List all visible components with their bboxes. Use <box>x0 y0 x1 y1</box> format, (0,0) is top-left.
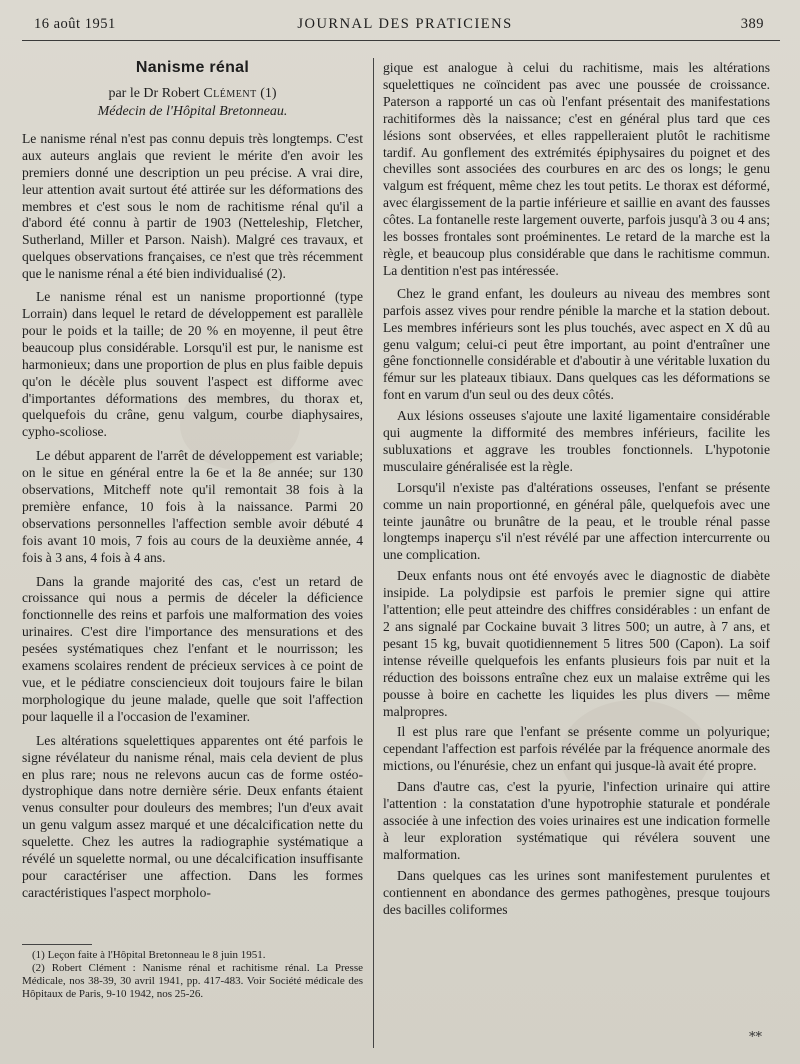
byline <box>22 85 363 103</box>
journal-name: JOURNAL DES PRATICIENS <box>297 16 513 32</box>
issue-date: 16 août 1951 <box>34 16 116 32</box>
paragraph: gique est analogue à celui du rachitisme, mais les altérations squelettiques ne coïncident pas avec une poussée de croissance. Paterson a rapporté un cas où l'enfant présentait des manifestations rachitiformes dès la naissance; c'est en général plus tard que ces lésions sont observées, et elles rappelleraient plutôt le rachitisme tardif. Au gonflement des extrémités épiphysaires du poignet et des chevilles sont associées des courbures en arc des os longs; le genu valgum est fréquent, même chez les tout petits. Le thorax est déformé, avec élargissement de la partie inférieure et saillie en avant des fausses côtes. La fontanelle reste largement ouverte, parfois jusqu'à 3 ou 4 ans; les bosses frontales sont proéminentes. Le retard de la marche est la règle, et beaucoup plus considérable que dans le rachitisme commun. La dentition n'est pas intéressée. <box>383 60 770 278</box>
paragraph: Deux enfants nous ont été envoyés avec le diagnostic de diabète insipide. La polydipsie est parfois le premier signe qui attire l'attention; elle peut atteindre des chiffres considérables : un enfant de 2 ans signalé par Cockaine buvait 3 litres 500; un autre, à 7 ans, et pesant 15 kg, buvait quotidiennement 5 litres 500 (Capon). La soif intense réveille quelquefois les enfants plusieurs fois par nuit et la réduction des boissons entraîne chez eux un malaise extrême qui les pousse à boire en cachette les liquides les plus divers — même malpropres. <box>383 568 770 719</box>
column-divider <box>373 58 374 1048</box>
footnote-rule <box>22 944 92 945</box>
author-name: Clément <box>203 85 257 101</box>
article-title: Nanisme rénal <box>135 59 250 76</box>
paragraph: Il est plus rare que l'enfant se présente comme un polyurique; cependant l'affection est parfois révélée par la fréquence anormale des mictions, ou l'énurésie, chez un enfant qui jusque-là avait été propre. <box>383 724 770 774</box>
paragraph: Chez le grand enfant, les douleurs au niveau des membres sont parfois assez vives pour rendre pénible la marche et la station debout. Les membres inférieurs sont les plus touchés, avec aspect en X dû au genu valgum; celui-ci peut être important, au point d'entraîner une gêne fonctionnelle considérable et d'aboutir à une véritable luxation du fémur sur les plateaux tibiaux. Dans quelques cas les déformations se font en varum d'un seul ou des deux côtés. <box>383 285 770 403</box>
running-header <box>34 16 776 38</box>
paragraph: Le début apparent de l'arrêt de développement est variable; on le situe en général entre la 6e et la 8e année; sur 130 observations, Mitcheff note qu'il remontait 38 fois à la première enfance, 10 fois à la naissance. Parmi 20 observations personnelles l'affection semble avoir débuté 4 fois avant 10 mois, 7 fois au cours de la deuxième année, 4 fois à 3 ans, 4 fois à 4 ans. <box>22 448 363 565</box>
footnotes <box>22 944 363 1001</box>
continuation-mark: ** <box>749 1030 762 1045</box>
paragraph: Dans la grande majorité des cas, c'est un retard de croissance qui nous a permis de déceler la déficience fonctionnelle des reins et parfois une malformation des voies urinaires. C'est dire l'importance des mensurations et des pesées systématiques chez l'enfant et le nourrisson; les examens scolaires rendent de précieux services à ce point de vue, et le pédiatre consciencieux doit toujours faire le bilan morphologique du jeune malade, quelle que soit l'affection pour laquelle il a l'occasion de l'examiner. <box>22 573 363 724</box>
byline-prefix: par le Dr Robert <box>108 85 200 101</box>
paragraph: Le nanisme rénal est un nanisme proportionné (type Lorrain) dans lequel le retard de développement est parallèle pour le poids et la taille; de 20 % en moyenne, il peut être beaucoup plus considérable. Lorsqu'il est pur, le nanisme est harmonieux; dans une proportion de plus en plus faible depuis qu'on le décèle plus souvent l'aspect est difforme avec d'importantes déformations des membres, du thorax et, quelquefois du crâne, genu valgum, courbe diaphysaires, cypho-scoliose. <box>22 289 363 440</box>
paragraph: Lorsqu'il n'existe pas d'altérations osseuses, l'enfant se présente comme un nain proportionné, en général pâle, quelquefois avec une teinte jaunâtre ou brunâtre de la peau, et le trouble rénal passe longtemps inaperçu s'il n'est révélé par une affection intercurrente ou une complication. <box>383 479 770 563</box>
right-column <box>383 60 770 922</box>
left-column <box>22 58 363 909</box>
footnote: (1) Leçon faite à l'Hôpital Bretonneau le 8 juin 1951. <box>32 949 266 961</box>
paragraph: Aux lésions osseuses s'ajoute une laxité ligamentaire considérable qui augmente la difformité des membres inférieurs, facilite les subluxations et aggrave les troubles fonctionnels. L'hypotonie musculaire généralisée est la règle. <box>383 408 770 474</box>
paragraph: Dans d'autre cas, c'est la pyurie, l'infection urinaire qui attire l'attention : la constatation d'une hypotrophie staturale et pondérale associée à une infection des voies urinaires est une indication formelle à leur exploration systématique qui révélera souvent une malformation. <box>383 779 770 862</box>
footnote: (2) Robert Clément : Nanisme rénal et rachitisme rénal. La Presse Médicale, nos 38-39, 30 avril 1941, pp. 417-483. Voir Société médicale des Hôpitaux de Paris, 9-10 1942, nos 25-26. <box>22 962 363 1000</box>
header-rule <box>22 40 780 41</box>
paragraph: Dans quelques cas les urines sont manifestement purulentes et contiennent en abondance des germes pathogènes, presque toujours des bacilles coliformes <box>383 867 770 917</box>
author-institution: Médecin de l'Hôpital Bretonneau. <box>97 103 288 119</box>
paragraph: Les altérations squelettiques apparentes ont été parfois le signe révélateur du nanisme rénal, mais cela devient de plus en plus rare; nous ne relevons aucun cas de forme ostéo-dystrophique dans notre dernière série. Deux enfants étaient venus consulter pour douleurs des membres; l'un d'eux avait un genu valgum assez marqué et une décalcification nette du squelette. Chez les autres la radiographie systématique a révélé un squelette normal, ou une décalcification insuffisante pour caractériser une affection. Dans les formes caractéristiques l'aspect morpholo- <box>22 732 363 900</box>
footnote-ref: (1) <box>260 85 277 101</box>
page-number: 389 <box>740 16 764 32</box>
paragraph: Le nanisme rénal n'est pas connu depuis très longtemps. C'est aux auteurs anglais que revient le mérite d'en avoir les premiers donné une description un peu précise. A vrai dire, leur attention avait surtout été attirée sur les déformations des membres et c'est sous le nom de rachitisme rénal qu'il a d'abord été connu à partir de 1903 (Netteleship, Fletcher, Sutherland, Miller et Parson. Naish). Malgré ces travaux, et quelques observations françaises, ce n'est que très récemment que le nanisme rénal a été bien individualisé (2). <box>22 130 363 282</box>
